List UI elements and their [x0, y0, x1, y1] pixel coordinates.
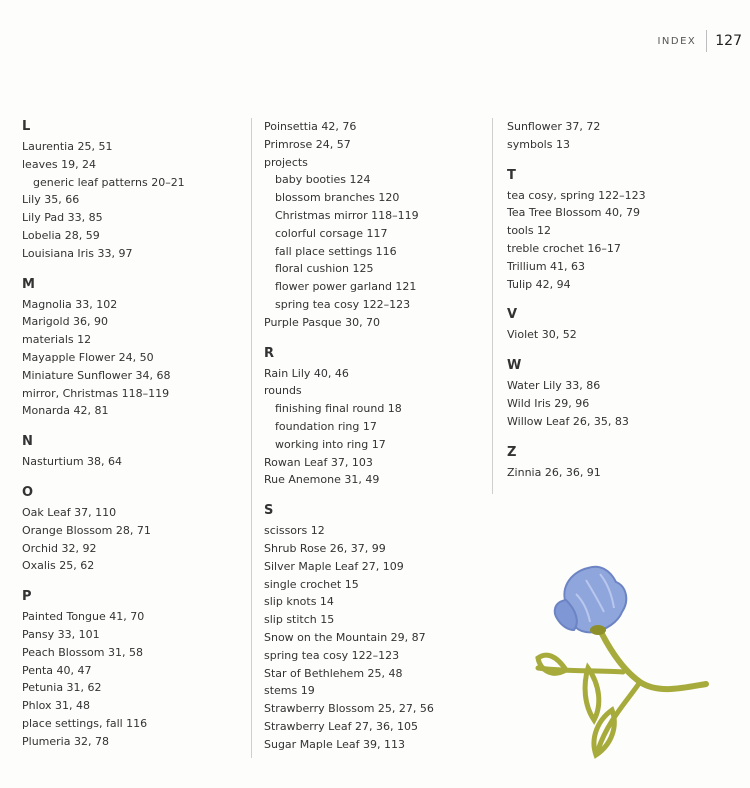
index-entry: leaves 19, 24 [22, 157, 97, 171]
index-letter-z: Z [507, 444, 517, 460]
section-name: INDEX [657, 35, 697, 47]
index-entry: rounds [264, 384, 302, 398]
index-entry: Louisiana Iris 33, 97 [22, 246, 133, 260]
index-entry: Purple Pasque 30, 70 [264, 315, 381, 329]
index-subentry: colorful corsage 117 [275, 226, 388, 240]
index-letter-p: P [22, 589, 32, 605]
index-entry: Sugar Maple Leaf 39, 113 [264, 737, 406, 751]
index-entry: Pansy 33, 101 [22, 627, 100, 641]
index-entry: Nasturtium 38, 64 [22, 455, 123, 469]
index-entry: Lobelia 28, 59 [22, 228, 100, 242]
index-entry: Phlox 31, 48 [22, 699, 91, 713]
page-number: 127 [715, 33, 742, 49]
index-letter-r: R [264, 345, 275, 361]
index-entry: Lily Pad 33, 85 [22, 211, 103, 225]
index-entry: Trillium 41, 63 [507, 259, 586, 273]
index-entry: tools 12 [507, 224, 552, 238]
index-letter-s: S [264, 503, 274, 519]
index-entry: Magnolia 33, 102 [22, 297, 118, 311]
index-entry: stems 19 [264, 684, 315, 698]
crochet-flower-illustration [528, 560, 718, 760]
index-entry: materials 12 [22, 333, 92, 347]
index-entry: slip stitch 15 [264, 613, 335, 627]
index-entry: single crochet 15 [264, 577, 359, 591]
index-entry: Zinnia 26, 36, 91 [507, 465, 601, 479]
index-entry: Petunia 31, 62 [22, 681, 102, 695]
index-entry: Orchid 32, 92 [22, 541, 97, 555]
index-entry: Mayapple Flower 24, 50 [22, 350, 154, 364]
index-entry: tea cosy, spring 122–123 [507, 188, 646, 202]
index-subentry: flower power garland 121 [275, 280, 417, 294]
index-subentry: foundation ring 17 [275, 419, 377, 433]
index-entry: Shrub Rose 26, 37, 99 [264, 541, 386, 555]
index-entry: Monarda 42, 81 [22, 404, 109, 418]
index-subentry: fall place settings 116 [275, 244, 397, 258]
index-entry: spring tea cosy 122–123 [264, 648, 400, 662]
index-entry: Wild Iris 29, 96 [507, 396, 590, 410]
index-entry: slip knots 14 [264, 595, 334, 609]
index-column-2 [251, 118, 489, 758]
index-entry: Orange Blossom 28, 71 [22, 523, 151, 537]
index-entry: Laurentia 25, 51 [22, 140, 113, 153]
index-column-3 [492, 118, 732, 494]
index-entry: Peach Blossom 31, 58 [22, 645, 143, 659]
index-entry: Silver Maple Leaf 27, 109 [264, 559, 404, 573]
index-entry: Violet 30, 52 [507, 328, 577, 342]
index-subentry: baby booties 124 [275, 173, 371, 187]
index-entry: Water Lily 33, 86 [507, 379, 601, 393]
index-entry: Sunflower 37, 72 [507, 120, 601, 133]
index-entry: mirror, Christmas 118–119 [22, 386, 170, 400]
index-entry: treble crochet 16–17 [507, 241, 621, 255]
index-entry: Strawberry Blossom 25, 27, 56 [264, 702, 434, 716]
index-entry: scissors 12 [264, 524, 325, 538]
index-entry: Willow Leaf 26, 35, 83 [507, 414, 629, 428]
index-entry: Strawberry Leaf 27, 36, 105 [264, 719, 418, 733]
index-subentry: finishing final round 18 [275, 402, 402, 416]
index-entry: Penta 40, 47 [22, 663, 92, 677]
index-entry: Snow on the Mountain 29, 87 [264, 630, 426, 644]
index-subentry: blossom branches 120 [275, 191, 400, 205]
index-entry: place settings, fall 116 [22, 716, 148, 730]
index-subentry: spring tea cosy 122–123 [275, 297, 411, 311]
index-entry: Oxalis 25, 62 [22, 559, 95, 573]
index-entry: Rowan Leaf 37, 103 [264, 455, 373, 469]
index-subentry: floral cushion 125 [275, 262, 374, 276]
stem-icon [538, 630, 706, 750]
index-letter-w: W [507, 358, 522, 374]
index-letter-o: O [22, 484, 34, 500]
index-letter-n: N [22, 434, 33, 450]
index-entry: Primrose 24, 57 [264, 137, 351, 151]
index-entry: Plumeria 32, 78 [22, 734, 109, 748]
index-letter-t: T [507, 167, 516, 183]
index-entry: Rain Lily 40, 46 [264, 366, 349, 380]
index-entry: Star of Bethlehem 25, 48 [264, 666, 403, 680]
index-entry: Tulip 42, 94 [507, 277, 571, 291]
index-subentry: working into ring 17 [275, 437, 386, 451]
index-entry: Marigold 36, 90 [22, 315, 109, 329]
index-subentry: generic leaf patterns 20–21 [33, 175, 185, 189]
header-divider [706, 30, 707, 52]
index-entry: Rue Anemone 31, 49 [264, 473, 380, 487]
index-entry: Oak Leaf 37, 110 [22, 505, 117, 519]
index-letter-l: L [22, 119, 31, 134]
page-header [657, 30, 742, 52]
index-subentry: Christmas mirror 118–119 [275, 208, 419, 222]
index-column-1 [22, 118, 237, 751]
blossom-icon [555, 567, 627, 635]
index-letter-v: V [507, 307, 518, 323]
index-entry: Miniature Sunflower 34, 68 [22, 368, 171, 382]
index-entry: symbols 13 [507, 137, 570, 151]
index-entry: Painted Tongue 41, 70 [22, 610, 145, 624]
index-entry: Poinsettia 42, 76 [264, 120, 357, 133]
index-entry: projects [264, 155, 308, 169]
index-entry: Lily 35, 66 [22, 193, 80, 207]
index-entry: Tea Tree Blossom 40, 79 [507, 206, 640, 220]
index-letter-m: M [22, 276, 35, 292]
